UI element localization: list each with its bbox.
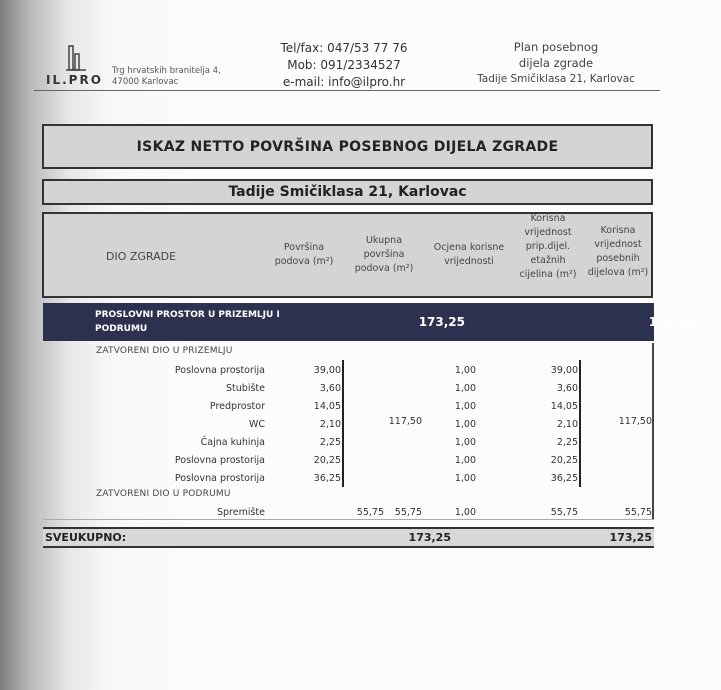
total-label: SVEUKUPNO: [45,531,127,544]
group-bracket-korisna [579,360,581,487]
address-line-1: Trg hrvatskih branitelja 4, [112,66,221,76]
group-header-row [43,303,695,341]
col-ocjena: Ocjena korisne vrijednosti [433,242,505,267]
address-line-2: 47000 Karlovac [112,77,179,87]
col-korisna-posebnih: Korisna vrijednost posebnih dijelova (m²) [587,225,649,278]
col-povrsina: Površina podova (m²) [274,242,334,267]
col-dio-zgrade: DIO ZGRADE [106,250,177,263]
contact-block [280,40,408,91]
group-label: PROSLOVNI PROSTOR U PRIZEMLJU I PODRUMU [95,310,280,334]
table-row: WC 2,10 1,00 2,10 [248,419,578,430]
document-title: ISKAZ NETTO POVRŠINA POSEBNOG DIJELA ZGRADE [42,124,653,169]
section-prizemlje: ZATVORENI DIO U PRIZEMLJU [96,346,233,356]
logo-mark-icon [66,44,86,72]
table-header [42,212,653,298]
group-bracket-povrsina [342,360,344,487]
company-address [112,66,221,88]
section1-ukupna: 117,50 [388,416,422,427]
table-row: Poslovna prostorija 20,25 1,00 20,25 [174,455,578,466]
col-ukupna: Ukupna površina podova (m²) [354,235,414,274]
section-podrum: ZATVORENI DIO U PODRUMU [96,489,231,499]
table-row: Stubište 3,60 1,00 3,60 [226,383,578,394]
col-korisna-prip: Korisna vrijednost prip.dijel. etažnih cijelina (m²) [519,213,577,280]
section1-posebni: 117,50 [618,416,652,427]
email: e-mail: info@ilpro.hr [282,75,406,89]
plan-caption [475,39,637,87]
right-border [652,343,654,519]
group-ukupna: 173,25 [418,315,465,329]
company-logo [46,44,108,90]
total-ukupna: 173,25 [408,531,451,544]
plan-line-2: dijela zgrade [518,56,594,70]
total-row [43,527,654,548]
plan-line-3: Tadije Smičiklasa 21, Karlovac [477,73,635,85]
phone-fax: Tel/fax: 047/53 77 76 [280,41,408,55]
table-row: Predprostor 14,05 1,00 14,05 [209,401,578,412]
table-row: Spremište 55,75 55,75 1,00 55,75 55,75 [216,507,652,518]
plan-line-1: Plan posebnog [513,40,599,54]
building-address: Tadije Smičiklasa 21, Karlovac [42,179,653,205]
row-divider [43,519,654,520]
header-divider [34,90,660,91]
logo-text: IL.PRO [46,73,103,87]
group-korisna: 173,25 [648,315,695,329]
table-row: Čajna kuhinja 2,25 1,00 2,25 [200,437,578,448]
mobile-phone: Mob: 091/2334527 [287,58,401,72]
table-row: Poslovna prostorija 36,25 1,00 36,25 [174,473,578,484]
total-korisna: 173,25 [609,531,652,544]
table-row: Poslovna prostorija 39,00 1,00 39,00 [174,365,578,376]
